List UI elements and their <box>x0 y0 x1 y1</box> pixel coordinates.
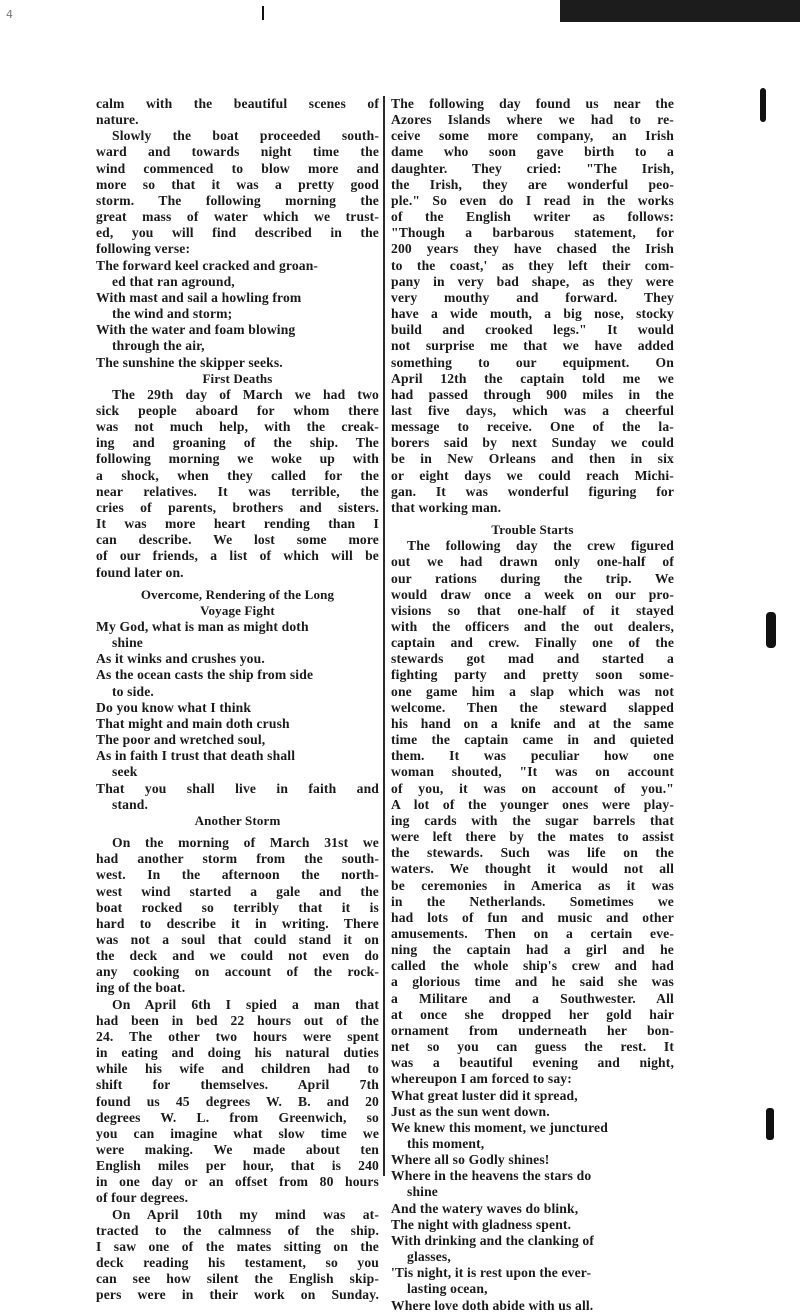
text-line: As it winks and crushes you. <box>96 651 265 667</box>
text-line: woman shouted, "It was on account <box>391 764 674 780</box>
text-line: shine <box>112 635 143 651</box>
text-line: can see how silent the English skip- <box>96 1271 379 1287</box>
text-line: I saw one of the mates sitting on the <box>96 1238 379 1254</box>
text-line: That might and main doth crush <box>96 715 290 731</box>
text-line: in eating and doing his natural duties <box>96 1045 379 1061</box>
text-line: of the English writer as follows: <box>391 209 674 225</box>
text-line: through the air, <box>112 338 205 354</box>
text-line: ning the captain had a girl and he <box>391 942 674 958</box>
text-line: pers were in their work on Sunday. <box>96 1287 379 1303</box>
text-line: ple." So even do I read in the works <box>391 192 674 208</box>
text-line: Where love doth abide with us all. <box>391 1297 594 1313</box>
text-line: What great luster did it spread, <box>391 1087 578 1103</box>
text-line: had another storm from the south- <box>96 851 379 867</box>
text-line: With drinking and the clanking of <box>391 1232 595 1248</box>
text-line: be in New Orleans and then in six <box>391 451 674 467</box>
text-line: was a beautiful evening and night, <box>391 1055 674 1071</box>
text-line: any cooking on account of the rock- <box>96 964 379 980</box>
text-line: of you, it was on account of you." <box>391 780 674 796</box>
text-line: welcome. Then the steward slapped <box>391 699 674 715</box>
text-line: west. In the afternoon the north- <box>96 867 379 883</box>
text-line: boat rocked so terribly that it is <box>96 899 379 915</box>
text-line: ed that ran aground, <box>112 273 235 289</box>
text-line: net so you can guess the rest. It <box>391 1039 674 1055</box>
text-line: With mast and sail a howling from <box>96 289 302 305</box>
text-line: sick people aboard for whom there <box>96 402 379 418</box>
text-line: On the morning of March 31st we <box>112 835 379 851</box>
text-line: deck reading his testament, so you <box>96 1255 379 1271</box>
text-line: daughter. They cried: "The Irish, <box>391 160 674 176</box>
text-line: hard to describe it in writing. There <box>96 915 379 931</box>
text-line: shine <box>407 1184 438 1200</box>
text-line: of our friends, a list of which will be <box>96 548 379 564</box>
text-line: while his wife and children had to <box>96 1061 379 1077</box>
section-heading: First Deaths <box>202 370 273 386</box>
text-line: wind commenced to blow more and <box>96 160 379 176</box>
text-line: at once she dropped her gold hair <box>391 1006 674 1022</box>
text-line: We knew this moment, we junctured <box>391 1119 608 1135</box>
text-line: Do you know what I think <box>96 699 252 715</box>
text-line: you can imagine what slow time we <box>96 1125 379 1141</box>
text-line: A lot of the younger ones were play- <box>391 796 674 812</box>
text-line: ornament from underneath her bon- <box>391 1022 674 1038</box>
text-line: borers said by next Sunday we could <box>391 435 674 451</box>
text-line: time the captain came in and quieted <box>391 732 674 748</box>
text-line: English miles per hour, that is 240 <box>96 1158 379 1174</box>
text-line: the Irish, they are wonderful peo- <box>391 176 674 192</box>
text-line: degrees W. L. from Greenwich, so <box>96 1109 379 1125</box>
column-divider <box>383 96 385 1176</box>
text-line: calm with the beautiful scenes of <box>96 96 379 111</box>
text-line: 24. The other two hours were spent <box>96 1028 379 1044</box>
section-heading: Voyage Fight <box>200 602 275 618</box>
text-line: have a wide mouth, a big nose, stocky <box>391 306 674 322</box>
text-line: It was more heart rending than I <box>96 516 379 532</box>
text-line: great mass of water which we trust- <box>96 209 379 225</box>
text-line: out we had drawn only one-half of <box>391 554 674 570</box>
section-heading: Another Storm <box>194 812 281 828</box>
text-line: found later on. <box>96 564 184 580</box>
text-line: The forward keel cracked and groan- <box>96 257 319 273</box>
text-line: seek <box>112 764 138 780</box>
text-line: the deck and we could not even do <box>96 948 379 964</box>
text-line: following verse: <box>96 241 191 257</box>
text-line: dame who soon gave birth to a <box>391 144 674 160</box>
text-line: or eight days we could reach Michi- <box>391 467 674 483</box>
text-line: of four degrees. <box>96 1190 189 1206</box>
text-line: them. It was peculiar how one <box>391 748 674 764</box>
text-line: had been in bed 22 hours out of the <box>96 1012 379 1028</box>
text-line: On April 6th I spied a man that <box>112 996 379 1012</box>
text-line: nature. <box>96 112 139 128</box>
text-line: Where all so Godly shines! <box>391 1152 550 1168</box>
text-line: 200 years they have chased the Irish <box>391 241 674 257</box>
top-edge-shadow <box>560 0 800 22</box>
binding-mark <box>760 88 766 122</box>
top-tick-mark <box>262 6 264 20</box>
text-line: our rations during the trip. We <box>391 570 674 586</box>
text-line: be ceremonies in America as it was <box>391 877 674 893</box>
text-line: west wind started a gale and the <box>96 883 379 899</box>
text-line: visions so that one-half of it stayed <box>391 602 674 618</box>
text-line: With the water and foam blowing <box>96 322 296 338</box>
text-line: On April 10th my mind was at- <box>112 1206 379 1222</box>
text-line: can describe. We lost some more <box>96 532 379 548</box>
text-line: As the ocean casts the ship from side <box>96 667 314 683</box>
text-line: captain and crew. Finally one of the <box>391 635 674 651</box>
text-line: cries of parents, brothers and sisters. <box>96 499 379 515</box>
page-corner-mark: 4 <box>6 8 13 21</box>
text-line: stewards got mad and started a <box>391 651 674 667</box>
text-line: 'Tis night, it is rest upon the ever- <box>391 1265 592 1281</box>
text-line: My God, what is man as might doth <box>96 619 309 634</box>
text-line: build and crooked legs." It would <box>391 322 674 338</box>
text-line: storm. The following morning the <box>96 192 379 208</box>
text-line: whereupon I am forced to say: <box>391 1071 572 1087</box>
text-line: The night with gladness spent. <box>391 1216 572 1232</box>
text-line: pany in very bad shape, as they were <box>391 273 674 289</box>
text-line: were making. We made about ten <box>96 1142 379 1157</box>
section-heading: Trouble Starts <box>491 522 574 538</box>
text-line: near relatives. It was terrible, the <box>96 483 379 499</box>
text-line: ed, you will find described in the <box>96 225 379 241</box>
text-line: found us 45 degrees W. B. and 20 <box>96 1093 379 1109</box>
text-line: to the coast,' as they left their com- <box>391 257 674 273</box>
text-line: had lots of fun and music and other <box>391 909 674 925</box>
text-line: The following day found us near the <box>391 96 674 111</box>
text-line: a shock, when they called for the <box>96 467 379 483</box>
text-line: very mouthy and forward. They <box>391 289 674 305</box>
right-column <box>391 96 674 1314</box>
text-line: not surprise me that we have added <box>391 338 674 354</box>
section-heading: Overcome, Rendering of the Long <box>140 586 335 602</box>
text-line: fighting party and pretty soon some- <box>391 667 674 683</box>
text-line: with the officers and the out dealers, <box>391 619 674 634</box>
text-line: And the watery waves do blink, <box>391 1200 579 1216</box>
text-line: in the Netherlands. Sometimes we <box>391 893 674 909</box>
text-line: more so that it was a pretty good <box>96 176 379 192</box>
text-line: that working man. <box>391 499 502 515</box>
text-line: was not much help, with the creak- <box>96 419 379 435</box>
text-line: was not a soul that could stand it on <box>96 931 379 947</box>
text-line: The following day the crew figured <box>407 538 674 554</box>
text-line: to side. <box>112 683 154 699</box>
text-line: stand. <box>112 796 149 812</box>
text-line: ward and towards night time the <box>96 144 379 160</box>
text-line: the stewards. Such was life on the <box>391 845 674 861</box>
text-line: tracted to the calmness of the ship. <box>96 1222 379 1238</box>
text-line: ing cards with the sugar barrels that <box>391 812 674 828</box>
text-line: Just as the sun went down. <box>391 1103 550 1119</box>
text-line: ceive some more company, an Irish <box>391 128 674 144</box>
text-line: last five days, which was a cheerful <box>391 402 674 418</box>
text-line: this moment, <box>407 1136 485 1151</box>
text-line: Slowly the boat proceeded south- <box>112 128 379 144</box>
text-line: Where in the heavens the stars do <box>391 1168 592 1184</box>
text-line: Azores Islands where we had to re- <box>391 112 674 128</box>
text-line: following morning we woke up with <box>96 451 379 467</box>
text-line: had passed through 900 miles in the <box>391 386 674 402</box>
text-line: his hand on a knife and at the same <box>391 715 674 731</box>
text-line: "Though a barbarous statement, for <box>391 225 674 241</box>
text-line: were left there by the mates to assist <box>391 829 674 845</box>
text-line: something to our equipment. On <box>391 354 674 370</box>
text-line: message to receive. One of the la- <box>391 419 674 435</box>
text-line: a Militare and a Southwester. All <box>391 990 674 1006</box>
text-line: The sunshine the skipper seeks. <box>96 354 283 370</box>
text-line: ing and groaning of the ship. The <box>96 435 379 451</box>
text-line: in one day or an offset from 80 hours <box>96 1174 379 1190</box>
text-line: would draw once a week on our pro- <box>391 586 674 602</box>
text-line: shift for themselves. April 7th <box>96 1077 379 1093</box>
text-line: ing of the boat. <box>96 980 186 996</box>
text-line: lasting ocean, <box>407 1281 488 1297</box>
text-line: one game him a slap which was not <box>391 683 674 699</box>
text-line: amusements. Then on a certain eve- <box>391 925 674 941</box>
text-line: glasses, <box>407 1249 451 1265</box>
text-line: called the whole ship's crew and had <box>391 958 674 974</box>
binding-mark <box>766 612 776 648</box>
text-line: gan. It was wonderful figuring for <box>391 483 674 499</box>
text-line: the wind and storm; <box>112 306 233 322</box>
text-line: The 29th day of March we had two <box>112 386 379 402</box>
text-line: That you shall live in faith and <box>96 780 379 796</box>
binding-mark <box>766 1108 774 1140</box>
left-column <box>96 96 379 1304</box>
text-line: The poor and wretched soul, <box>96 732 266 748</box>
text-line: a glorious time and he said she was <box>391 974 674 990</box>
text-line: As in faith I trust that death shall <box>96 748 296 764</box>
text-line: April 12th the captain told me we <box>391 370 674 386</box>
text-line: waters. We thought it would not all <box>391 861 674 877</box>
